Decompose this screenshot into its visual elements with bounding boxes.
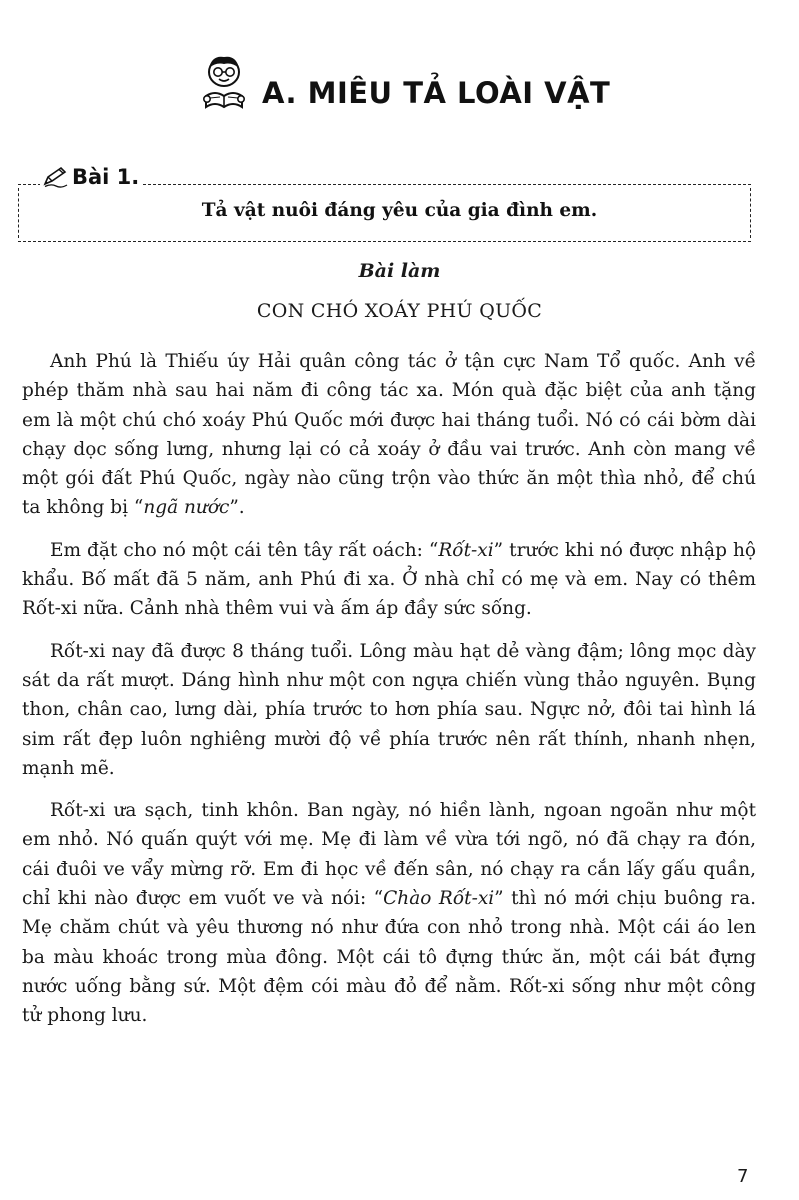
reading-boy-icon — [196, 52, 252, 112]
exercise-number: Bài 1. — [72, 165, 140, 189]
section-heading — [196, 52, 610, 112]
essay-title: CON CHÓ XOÁY PHÚ QUỐC — [256, 300, 543, 322]
essay-body — [22, 347, 756, 1044]
page-number: 7 — [737, 1166, 749, 1187]
pencil-icon — [42, 166, 68, 188]
paragraph: Rốt-xi nay đã được 8 tháng tuổi. Lông màu hạt dẻ vàng đậm; lông mọc dày sát da rất mượt. Dáng hình như một con ngựa chiến vùng thảo nguyên. Bụng thon, chân cao, lưng dài, phía trước to hơn phía sau. Ngực nở, đôi tai hình lá sim rất đẹp luôn nghiêng mười độ về phía trước nên rất thính, nhanh nhẹn, mạnh mẽ. — [22, 640, 756, 779]
exercise-label — [40, 165, 143, 189]
paragraph: Rốt-xi ưa sạch, tinh khôn. Ban ngày, nó hiền lành, ngoan ngoãn như một em nhỏ. Nó quấn quýt với mẹ. Mẹ đi làm về vừa tới ngõ, nó đã chạy ra đón, cái đuôi ve vẩy mừng rỡ. Em đi học về đến sân, nó chạy ra cắn lấy gấu quần, chỉ khi nào được em vuốt ve và nói: “Chào Rốt-xi” thì nó mới chịu buông ra. Mẹ chăm chút và yêu thương nó như đứa con nhỏ trong nhà. Một cái áo len ba màu khoác trong mùa đông. Một cái tô đựng thức ăn, một cái bát đựng nước uống bằng sứ. Một đệm cói màu đỏ để nằm. Rốt-xi sống như một công tử phong lưu. — [22, 800, 757, 1027]
paragraph: Anh Phú là Thiếu úy Hải quân công tác ở tận cực Nam Tổ quốc. Anh về phép thăm nhà sau hai năm đi công tác xa. Món quà đặc biệt của anh tặng em là một chú chó xoáy Phú Quốc mới được hai tháng tuổi. Nó có cái bờm dài chạy dọc sống lưng, nhưng lại có cả xoáy ở đầu vai trước. Anh còn mang về một gói đất Phú Quốc, ngày nào cũng trộn vào thức ăn một thìa nhỏ, để chú ta không bị “ngã nước”. — [22, 351, 756, 519]
answer-heading: Bài làm — [358, 260, 441, 282]
task-prompt: Tả vật nuôi đáng yêu của gia đình em. — [201, 200, 598, 221]
section-title: A. MIÊU TẢ LOÀI VẬT — [262, 76, 611, 110]
paragraph: Em đặt cho nó một cái tên tây rất oách: “Rốt-xi” trước khi nó được nhập hộ khẩu. Bố mất đã 5 năm, anh Phú đi xa. Ở nhà chỉ có mẹ và em. Nay có thêm Rốt-xi nữa. Cảnh nhà thêm vui và ấm áp đầy sức sống. — [22, 539, 756, 620]
